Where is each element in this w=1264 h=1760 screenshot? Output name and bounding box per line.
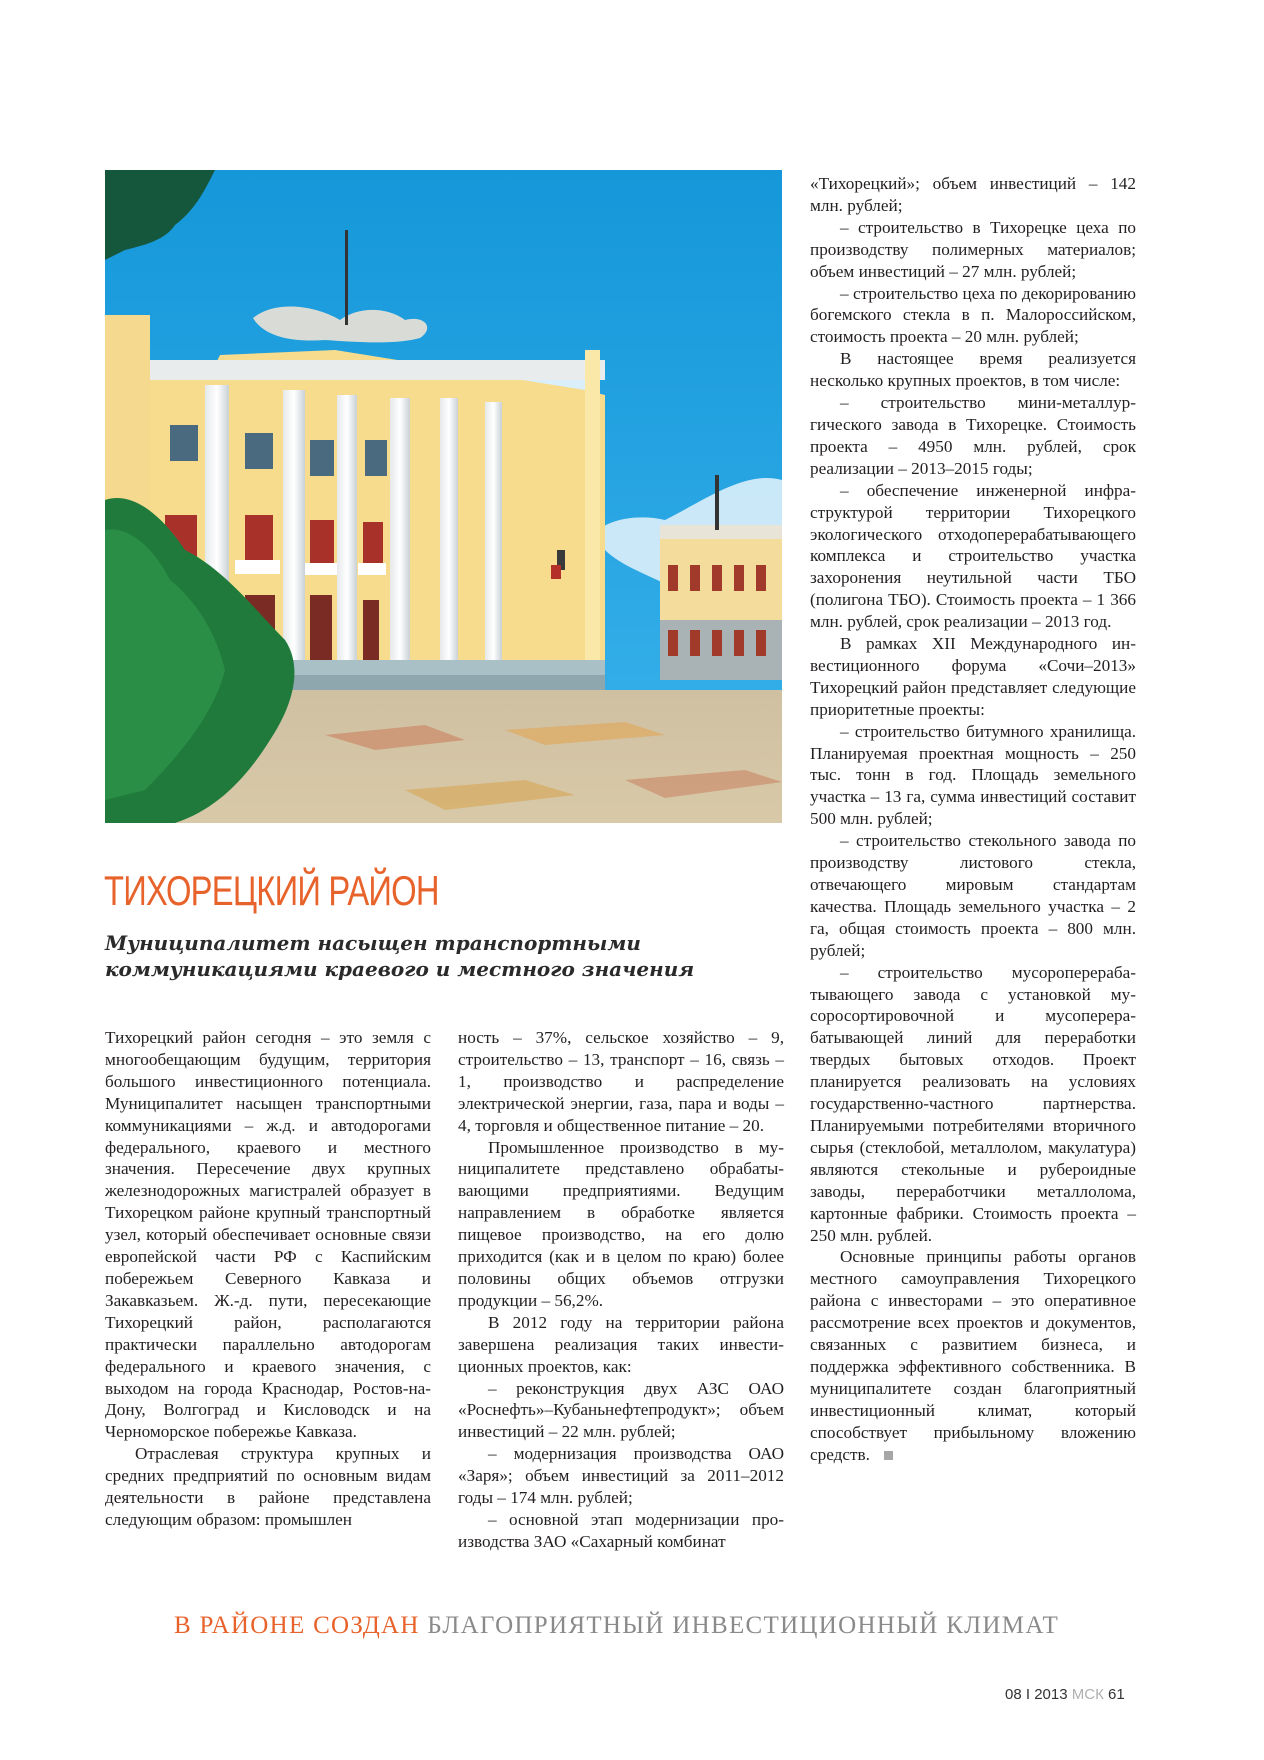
paragraph: ность – 37%, сельское хозяйство – 9, строительство – 13, транспорт – 16, связь – 1, производство и распределение электрической энергии, газа, пара и воды – 4, торговля и общественное питание – 20. xyxy=(458,1028,784,1135)
list-item: – реконструкция двух АЗС ОАО «Роснефть»–Кубаньнефтепродукт»; объем инвестиций – 22 млн. рублей; xyxy=(458,1378,784,1442)
subtitle-line-1: Муниципалитет насыщен транспортными xyxy=(105,931,641,955)
article-photo xyxy=(105,170,782,823)
paragraph: В рамках XII Международного инвестиционного форума «Сочи–2013» Тихорецкий район представляет следующие приоритетные проекты: xyxy=(810,634,1136,719)
list-item: – модернизация производства ОАО «Заря»; объем инвестиций за 2011–2012 годы – 174 млн. рублей; xyxy=(458,1444,784,1508)
paragraph-final xyxy=(810,1246,1136,1465)
list-item: – основной этап модернизации производства ЗАО «Сахарный комбинат xyxy=(458,1509,784,1551)
paragraph: Промышленное производство в муниципалитете представлено обрабатывающими предприятиями. Ведущим направлением в обработке является пищевое производство, на его долю приходится (как и в целом по краю) более половины общих объемов отгрузки продукции – 56,2%. xyxy=(458,1137,784,1310)
final-paragraph-text: Основные принципы работы органов местного самоуправления Тихорецкого района с инвесторами – это оперативное рассмотрение всех проектов и документов, связанных с развитием бизнеса, и поддержка эффективного собственника. В муниципалитете создан благоприятный инвестиционный климат, который способствует прибыльному вложению средств. xyxy=(810,1247,1136,1464)
list-item: – строительство мини-металлургического завода в Тихорецке. Стоимость проекта – 4950 млн. рублей, срок реализации – 2013–2015 годы; xyxy=(810,393,1136,478)
pull-quote-highlight: В РАЙОНЕ СОЗДАН xyxy=(174,1612,420,1639)
text-column-1 xyxy=(105,1027,431,1531)
paragraph: Тихорецкий район сегодня – это земля с многообещающим будущим, территория большого инвестиционного потенциала. Муниципалитет насыщен транспортными коммуникациями – ж.д. и автодорогами федерального, краевого и местного значения. Пересечение двух крупных железнодорожных магистралей образует в Тихорецком районе крупный транспортный узел, который обеспечивает основные связи европейской части РФ с Каспийским побережьем Северного Кавказа и Закавказьем. Ж.-д. пути, пересекающие Тихорецкий район, располагаются практически параллельно автодорогам федерального и краевого значения, с выходом на города Краснодар, Ростов-на-Дону, Волгоград и Кисловодск и на Черноморское побережье Кавказа. xyxy=(105,1028,431,1442)
paragraph: В настоящее время реализуется несколько крупных проектов, в том числе: xyxy=(810,349,1136,391)
issue-number: 08 xyxy=(1005,1686,1022,1703)
paragraph: «Тихорецкий»; объем инвестиций – 142 млн. рублей; xyxy=(810,174,1136,215)
list-item: – строительство стекольного завода по производству листового стекла, отвечающего мировым стандартам качества. Площадь земельного участка – 2 га, общая стоимость проекта – 800 млн. рублей; xyxy=(810,831,1136,960)
list-item: – строительство цеха по декорированию богемского стекла в п. Малороссийском, стоимость проекта – 20 млн. рублей; xyxy=(810,283,1136,347)
end-of-article-square-icon xyxy=(884,1451,893,1460)
folio-separator: I xyxy=(1025,1686,1031,1703)
building-photo-icon xyxy=(105,170,782,823)
list-item: – строительство мусороперерабатывающего завода с установкой мусоросортировочной и мусоперерабатывающей линий для переработки твердых бытовых отходов. Проект планируется реализовать на условиях государственно-частного партнерства. Планируемыми потребителями вторичного сырья (стеклобой, металлолом, макулатура) являются стекольные и рубероидные заводы, переработчики металлолома, картонные фабрики. Стоимость проекта – 250 млн. рублей. xyxy=(810,962,1136,1245)
paragraph: В 2012 году на территории района завершена реализация таких инвестиционных проектов, как: xyxy=(458,1312,784,1376)
magazine-brand: МСК xyxy=(1071,1686,1104,1703)
list-item: – обеспечение инженерной инфраструктурой территории Тихорецкого экологического отходоперерабатывающего комплекса и строительство участка захоронения неутильной части ТБО (полигона ТБО). Стоимость проекта – 1 366 млн. рублей, срок реализации – 2013 год. xyxy=(810,480,1136,632)
page-number: 61 xyxy=(1108,1686,1125,1703)
subtitle-line-2: коммуникациями краевого и местного значения xyxy=(105,957,695,981)
page-folio xyxy=(1005,1686,1125,1703)
text-column-3 xyxy=(810,173,1136,1465)
list-item: – строительство битумного хранилища. Планируемая проектная мощность – 250 тыс. тонн в год. Площадь земельного участка – 13 га, сумма инвестиций составит 500 млн. рублей; xyxy=(810,721,1136,829)
paragraph: Отраслевая структура крупных и средних предприятий по основным видам деятельности в районе представлена следующим образом: промышлен xyxy=(105,1444,431,1529)
pull-quote-rest: БЛАГОПРИЯТНЫЙ ИНВЕСТИЦИОННЫЙ КЛИМАТ xyxy=(427,1612,1060,1639)
article-title: ТИХОРЕЦКИЙ РАЙОН xyxy=(104,867,439,914)
list-item: – строительство в Тихорецке цеха по производству полимерных материалов; объем инвестиций – 27 млн. рублей; xyxy=(810,217,1136,281)
article-subtitle xyxy=(105,930,745,982)
issue-year: 2013 xyxy=(1034,1686,1068,1703)
text-column-2 xyxy=(458,1027,784,1553)
pull-quote xyxy=(174,1612,1059,1640)
